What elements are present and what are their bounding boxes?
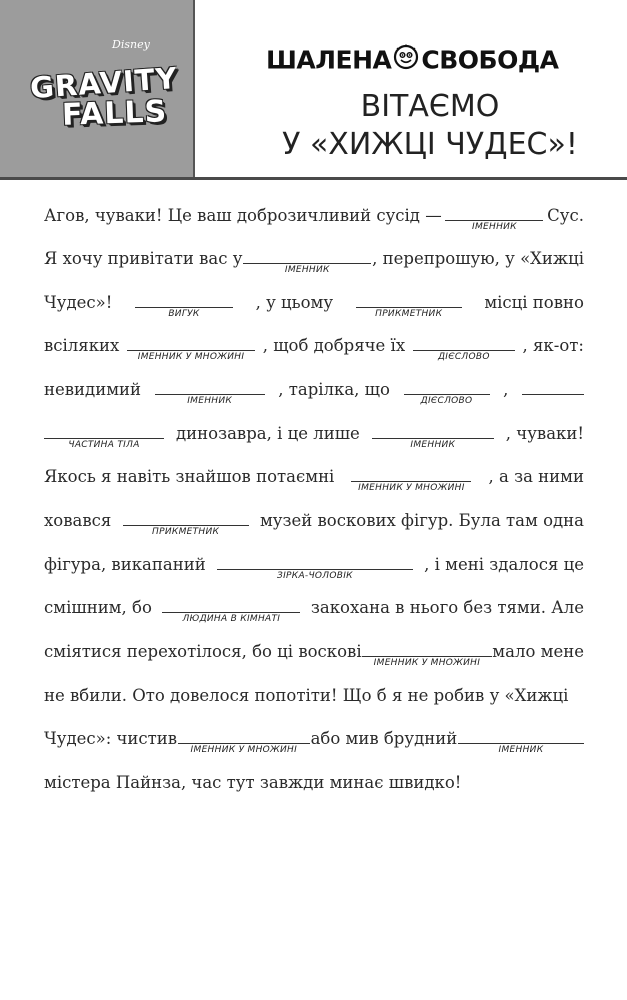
fill-in-blank[interactable] bbox=[445, 206, 543, 232]
story-text: , і мені здалося це bbox=[424, 555, 584, 574]
story-text: , а за ними bbox=[488, 467, 584, 486]
blank-hint: ІМЕННИК bbox=[472, 222, 517, 232]
blank-hint: ІМЕННИК У МНОЖИНІ bbox=[373, 658, 481, 668]
fill-in-blank[interactable] bbox=[351, 467, 471, 493]
fill-in-blank[interactable] bbox=[123, 511, 249, 537]
story-line-3 bbox=[44, 293, 584, 319]
fill-in-blank[interactable] bbox=[217, 555, 413, 581]
story-text: Я хочу привітати вас у bbox=[44, 249, 243, 268]
story-text: не вбили. Ото довелося попотіти! Що б я не робив у «Хижці bbox=[44, 686, 569, 705]
story-line-5 bbox=[44, 380, 584, 406]
story-text: , bbox=[503, 380, 509, 399]
story-text: Якось я навіть знайшов потаємні bbox=[44, 467, 335, 486]
story-text: , як-от: bbox=[522, 336, 584, 355]
story-text: або мив брудний bbox=[310, 729, 458, 748]
story-text: містера Пайнза, час тут завжди минає швидко! bbox=[44, 773, 462, 792]
story-text: ховався bbox=[44, 511, 112, 530]
blank-hint: ЛЮДИНА В КІМНАТІ bbox=[182, 614, 281, 624]
story-text: , чуваки! bbox=[505, 424, 584, 443]
blank-hint: ДІЄСЛОВО bbox=[420, 396, 473, 406]
fill-in-blank[interactable] bbox=[404, 380, 490, 406]
story-line-9 bbox=[44, 555, 584, 581]
story-line-12 bbox=[44, 686, 584, 705]
fill-in-blank[interactable] bbox=[127, 336, 255, 362]
story-line-11 bbox=[44, 642, 584, 668]
story-text: смішним, бо bbox=[44, 598, 152, 617]
logo-word-gravity: GRAVITY bbox=[28, 60, 179, 106]
story-text: , перепрошую, у «Хижці bbox=[372, 249, 584, 268]
blank-hint: ПРИКМЕТНИК bbox=[375, 309, 443, 319]
story-text: Агов, чуваки! Це ваш доброзичливий сусід — bbox=[44, 206, 442, 225]
fill-in-blank[interactable] bbox=[413, 336, 515, 362]
story-text: невидимий bbox=[44, 380, 142, 399]
series-title bbox=[266, 44, 596, 84]
blank-hint: ІМЕННИК bbox=[187, 396, 233, 406]
story-line-2 bbox=[44, 249, 584, 275]
story-line-14 bbox=[44, 773, 584, 792]
story-line-13 bbox=[44, 729, 584, 755]
fill-in-blank[interactable] bbox=[243, 249, 371, 275]
fill-in-blank[interactable] bbox=[162, 598, 300, 624]
fill-in-blank[interactable] bbox=[135, 293, 233, 319]
logo-word-falls: FALLS bbox=[61, 94, 168, 133]
series-title-part-2: СВОБОДА bbox=[421, 45, 559, 75]
blank-hint: ВИГУК bbox=[168, 309, 200, 319]
blank-hint: ІМЕННИК У МНОЖИНІ bbox=[190, 745, 298, 755]
page-header bbox=[0, 0, 627, 180]
story-text: фігура, викапаний bbox=[44, 555, 206, 574]
story-text: Сус. bbox=[547, 206, 584, 225]
smiley-face-icon bbox=[393, 44, 419, 76]
story-text: мало мене bbox=[492, 642, 584, 661]
story-text: динозавра, і це лише bbox=[175, 424, 360, 443]
blank-hint: ІМЕННИК У МНОЖИНІ bbox=[137, 352, 245, 362]
story-text: Чудес»: чистив bbox=[44, 729, 178, 748]
story-text: сміятися перехотілося, бо ці воскові bbox=[44, 642, 362, 661]
story-text: музей воскових фігур. Була там одна bbox=[259, 511, 584, 530]
story-line-8 bbox=[44, 511, 584, 537]
blank-hint: ІМЕННИК bbox=[284, 265, 330, 275]
blank-hint: ЧАСТИНА ТІЛА bbox=[68, 440, 140, 450]
blank-hint: ЗІРКА-ЧОЛОВІК bbox=[277, 571, 353, 581]
story-text: закохана в нього без тями. Але bbox=[310, 598, 584, 617]
page-title-line-1: ВІТАЄМО bbox=[360, 89, 500, 124]
disney-brand-mark: Disney bbox=[112, 38, 150, 51]
fill-in-blank[interactable] bbox=[522, 380, 584, 395]
story-line-4 bbox=[44, 336, 584, 362]
story-text: Чудес»! bbox=[44, 293, 113, 312]
blank-hint: ІМЕННИК bbox=[498, 745, 544, 755]
gravity-falls-logo bbox=[0, 0, 195, 178]
blank-hint: ПРИКМЕТНИК bbox=[152, 527, 220, 537]
story-line-7 bbox=[44, 467, 584, 493]
story-text: місці повно bbox=[484, 293, 584, 312]
story-text: , щоб добряче їх bbox=[262, 336, 406, 355]
fill-in-blank[interactable] bbox=[362, 642, 493, 668]
header-divider bbox=[0, 177, 627, 180]
fill-in-blank[interactable] bbox=[178, 729, 310, 755]
blank-hint: ДІЄСЛОВО bbox=[437, 352, 490, 362]
fill-in-blank[interactable] bbox=[372, 424, 494, 450]
story-text: , тарілка, що bbox=[278, 380, 390, 399]
blank-hint: ІМЕННИК У МНОЖИНІ bbox=[358, 483, 465, 493]
page-title bbox=[250, 88, 610, 164]
page-title-line-2: У «ХИЖЦІ ЧУДЕС»! bbox=[282, 127, 578, 162]
story-line-10 bbox=[44, 598, 584, 624]
fill-in-blank[interactable] bbox=[44, 424, 164, 450]
fill-in-blank[interactable] bbox=[458, 729, 584, 755]
story-text: всіляких bbox=[44, 336, 120, 355]
story-line-6 bbox=[44, 424, 584, 450]
fill-in-blank[interactable] bbox=[356, 293, 462, 319]
blank-hint: ІМЕННИК bbox=[410, 440, 456, 450]
series-title-part-1: ШАЛЕНА bbox=[266, 45, 392, 75]
fill-in-blank[interactable] bbox=[155, 380, 265, 406]
story-line-1 bbox=[44, 206, 584, 232]
story-text: , у цьому bbox=[255, 293, 334, 312]
